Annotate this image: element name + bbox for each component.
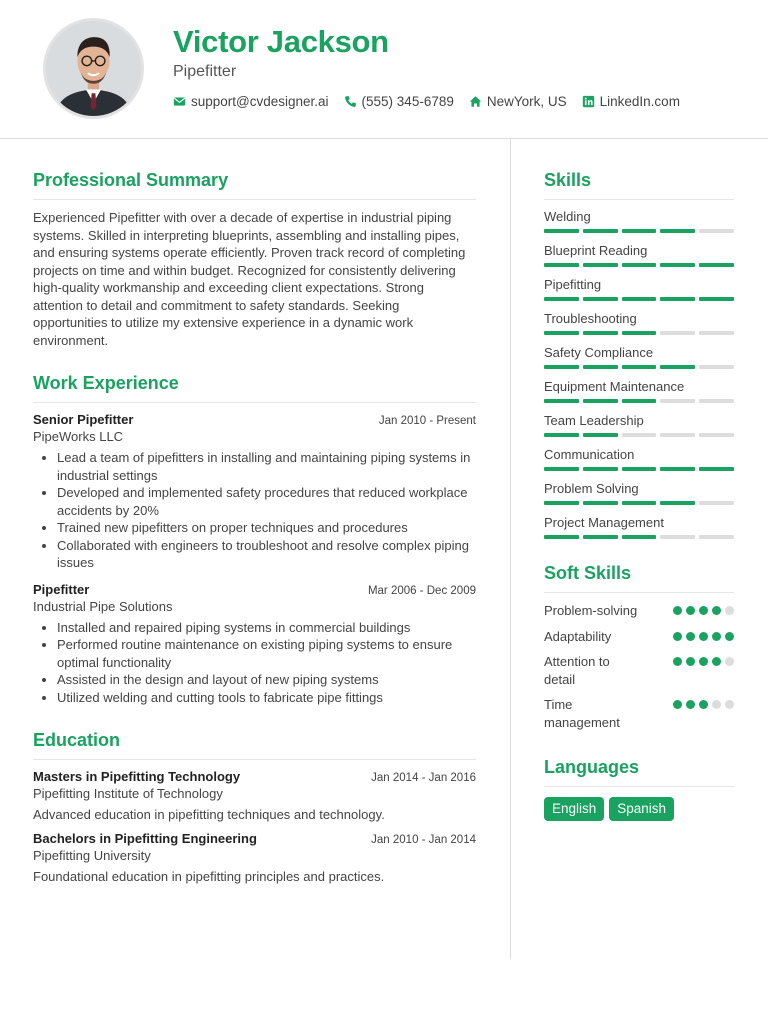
language-tag: Spanish bbox=[609, 797, 674, 821]
skill-level-segment bbox=[622, 229, 657, 233]
skills-list bbox=[544, 209, 734, 539]
contact-list bbox=[173, 94, 680, 109]
skill-level-segment bbox=[622, 399, 657, 403]
rating-dot bbox=[686, 657, 695, 666]
rating-dot bbox=[699, 700, 708, 709]
skill-level-segment bbox=[544, 501, 579, 505]
resume-header bbox=[0, 0, 768, 139]
rating-dot bbox=[699, 606, 708, 615]
rating-dot bbox=[712, 657, 721, 666]
skill-level-bar bbox=[544, 535, 734, 539]
envelope-icon bbox=[173, 95, 186, 108]
contact-phone-text: (555) 345-6789 bbox=[361, 94, 454, 109]
skill-name: Troubleshooting bbox=[544, 311, 637, 326]
skill-level-segment bbox=[699, 263, 734, 267]
skill-item bbox=[544, 413, 734, 437]
contact-location bbox=[469, 94, 567, 109]
rating-dot bbox=[686, 632, 695, 641]
skill-item bbox=[544, 379, 734, 403]
skill-level-segment bbox=[699, 331, 734, 335]
skill-name: Equipment Maintenance bbox=[544, 379, 685, 394]
education-description: Foundational education in pipefitting principles and practices. bbox=[33, 869, 385, 884]
skill-level-bar bbox=[544, 331, 734, 335]
job-bullet: Performed routine maintenance on existing piping systems to ensure optimal functionality bbox=[57, 636, 476, 671]
job-bullet: Developed and implemented safety procedures that reduced workplace accidents by 20% bbox=[57, 484, 476, 519]
job-bullet: Installed and repaired piping systems in commercial buildings bbox=[57, 619, 476, 637]
skill-level-segment bbox=[660, 229, 695, 233]
skill-level-segment bbox=[583, 535, 618, 539]
skill-level-segment bbox=[544, 365, 579, 369]
skill-level-bar bbox=[544, 433, 734, 437]
skill-level-bar bbox=[544, 467, 734, 471]
soft-skill-item bbox=[544, 653, 734, 688]
skill-name: Project Management bbox=[544, 515, 664, 530]
skill-item bbox=[544, 209, 734, 233]
rating-dot bbox=[712, 606, 721, 615]
summary-heading: Professional Summary bbox=[33, 170, 476, 200]
skill-level-segment bbox=[622, 501, 657, 505]
education-heading: Education bbox=[33, 730, 476, 760]
skill-level-segment bbox=[699, 501, 734, 505]
soft-skill-name: Time management bbox=[544, 697, 620, 730]
avatar-portrait-icon bbox=[46, 21, 141, 116]
languages-heading: Languages bbox=[544, 757, 734, 787]
soft-skill-name: Problem-solving bbox=[544, 603, 638, 618]
rating-dot bbox=[725, 700, 734, 709]
rating-dot bbox=[712, 632, 721, 641]
job-entry bbox=[33, 412, 476, 572]
skill-level-bar bbox=[544, 229, 734, 233]
skill-level-segment bbox=[583, 433, 618, 437]
skill-level-segment bbox=[660, 501, 695, 505]
skill-item bbox=[544, 311, 734, 335]
soft-skill-item bbox=[544, 602, 734, 620]
rating-dot bbox=[686, 700, 695, 709]
job-bullets bbox=[33, 619, 476, 707]
skill-level-segment bbox=[699, 467, 734, 471]
home-icon bbox=[469, 95, 482, 108]
skill-level-segment bbox=[660, 535, 695, 539]
soft-skill-name: Attention to detail bbox=[544, 654, 610, 687]
profile-photo bbox=[43, 18, 144, 119]
job-date: Jan 2010 - Present bbox=[378, 415, 476, 427]
skill-level-bar bbox=[544, 263, 734, 267]
skill-level-segment bbox=[660, 467, 695, 471]
soft-skill-rating bbox=[673, 696, 734, 709]
rating-dot bbox=[673, 632, 682, 641]
job-bullet: Assisted in the design and layout of new piping systems bbox=[57, 671, 476, 689]
skill-level-segment bbox=[622, 467, 657, 471]
skill-level-segment bbox=[583, 467, 618, 471]
education-degree: Masters in Pipefitting Technology bbox=[33, 769, 241, 784]
skill-level-segment bbox=[699, 433, 734, 437]
contact-email[interactable] bbox=[173, 94, 329, 109]
skill-level-segment bbox=[583, 331, 618, 335]
skills-heading: Skills bbox=[544, 170, 734, 200]
skill-item bbox=[544, 515, 734, 539]
skill-name: Pipefitting bbox=[544, 277, 602, 292]
job-bullet: Collaborated with engineers to troubleshoot and resolve complex piping issues bbox=[57, 537, 476, 572]
phone-icon bbox=[344, 95, 357, 108]
rating-dot bbox=[673, 657, 682, 666]
soft-skill-rating bbox=[673, 628, 734, 641]
skill-item bbox=[544, 277, 734, 301]
education-school: Pipefitting University bbox=[33, 848, 151, 863]
skill-level-segment bbox=[660, 297, 695, 301]
contact-email-text: support@cvdesigner.ai bbox=[191, 94, 329, 109]
skill-level-segment bbox=[583, 229, 618, 233]
rating-dot bbox=[699, 657, 708, 666]
skill-level-segment bbox=[583, 365, 618, 369]
skill-level-segment bbox=[660, 399, 695, 403]
skill-level-segment bbox=[622, 331, 657, 335]
skill-level-segment bbox=[660, 365, 695, 369]
job-bullets bbox=[33, 449, 476, 572]
skill-level-segment bbox=[583, 501, 618, 505]
job-company: Industrial Pipe Solutions bbox=[33, 598, 173, 614]
skill-level-segment bbox=[544, 399, 579, 403]
contact-linkedin[interactable] bbox=[582, 94, 680, 109]
job-role: Senior Pipefitter bbox=[33, 412, 134, 427]
skill-item bbox=[544, 345, 734, 369]
skill-item bbox=[544, 243, 734, 267]
column-divider bbox=[510, 139, 511, 959]
job-company: PipeWorks LLC bbox=[33, 429, 124, 444]
education-school: Pipefitting Institute of Technology bbox=[33, 786, 223, 801]
skill-name: Problem Solving bbox=[544, 481, 639, 496]
skill-level-segment bbox=[660, 263, 695, 267]
skill-level-segment bbox=[622, 263, 657, 267]
skill-level-bar bbox=[544, 297, 734, 301]
summary-text: Experienced Pipefitter with over a decade of expertise in industrial piping systems. Skilled in interpreting blueprints, assembling and installing pipes, and ensuring systems operate efficiently. Proven track record of completing projects on time and within budget. Recognized for consistently delivering high-quality workmanship and exceeding client expectations. Strong attention to detail and commitment to safety standards. Seeking opportunities to utilize my extensive experience in a dynamic work environment. bbox=[33, 210, 466, 348]
job-bullet: Trained new pipefitters on proper techniques and procedures bbox=[57, 519, 476, 537]
skill-name: Safety Compliance bbox=[544, 345, 654, 360]
languages-list bbox=[544, 797, 734, 821]
skill-level-segment bbox=[544, 263, 579, 267]
candidate-name: Victor Jackson bbox=[173, 24, 389, 59]
skill-level-segment bbox=[583, 297, 618, 301]
education-date: Jan 2014 - Jan 2016 bbox=[371, 772, 476, 784]
soft-skill-item bbox=[544, 628, 734, 646]
education-degree: Bachelors in Pipefitting Engineering bbox=[33, 831, 257, 846]
soft-skill-rating bbox=[673, 602, 734, 615]
experience-heading: Work Experience bbox=[33, 373, 476, 403]
rating-dot bbox=[725, 606, 734, 615]
skill-name: Communication bbox=[544, 447, 635, 462]
skill-level-segment bbox=[699, 297, 734, 301]
skill-level-segment bbox=[583, 399, 618, 403]
job-date: Mar 2006 - Dec 2009 bbox=[367, 584, 476, 597]
soft-skills-heading: Soft Skills bbox=[544, 563, 734, 593]
contact-phone[interactable] bbox=[344, 94, 454, 109]
skill-level-segment bbox=[622, 535, 657, 539]
rating-dot bbox=[725, 632, 734, 641]
linkedin-icon bbox=[582, 95, 595, 108]
main-column bbox=[33, 170, 476, 893]
skill-level-segment bbox=[699, 365, 734, 369]
skill-item bbox=[544, 481, 734, 505]
sidebar-column bbox=[544, 170, 734, 821]
soft-skill-item bbox=[544, 696, 734, 731]
skill-level-segment bbox=[622, 365, 657, 369]
job-bullet: Lead a team of pipefitters in installing and maintaining piping systems in industrial settings bbox=[57, 449, 476, 484]
skill-level-segment bbox=[544, 331, 579, 335]
skill-level-segment bbox=[544, 229, 579, 233]
skill-name: Welding bbox=[544, 209, 591, 224]
soft-skill-rating bbox=[673, 653, 734, 666]
job-role: Pipefitter bbox=[33, 581, 90, 597]
skill-name: Team Leadership bbox=[544, 413, 644, 428]
soft-skills-list bbox=[544, 602, 734, 731]
job-entry bbox=[33, 582, 476, 707]
skill-level-bar bbox=[544, 399, 734, 403]
education-entry bbox=[33, 831, 476, 884]
candidate-title: Pipefitter bbox=[173, 63, 237, 80]
skill-level-bar bbox=[544, 501, 734, 505]
soft-skill-name: Adaptability bbox=[544, 628, 612, 644]
skill-level-segment bbox=[660, 331, 695, 335]
education-entry bbox=[33, 769, 476, 822]
skill-level-segment bbox=[583, 263, 618, 267]
rating-dot bbox=[673, 606, 682, 615]
skill-name: Blueprint Reading bbox=[544, 243, 648, 258]
rating-dot bbox=[725, 657, 734, 666]
skill-item bbox=[544, 447, 734, 471]
job-bullet: Utilized welding and cutting tools to fabricate pipe fittings bbox=[57, 689, 476, 707]
skill-level-segment bbox=[699, 399, 734, 403]
skill-level-segment bbox=[660, 433, 695, 437]
skill-level-segment bbox=[544, 297, 579, 301]
rating-dot bbox=[699, 632, 708, 641]
rating-dot bbox=[686, 606, 695, 615]
skill-level-segment bbox=[699, 535, 734, 539]
education-description: Advanced education in pipefitting techniques and technology. bbox=[33, 807, 385, 822]
language-tag: English bbox=[544, 797, 604, 821]
skill-level-segment bbox=[544, 467, 579, 471]
rating-dot bbox=[712, 700, 721, 709]
skill-level-segment bbox=[544, 433, 579, 437]
contact-location-text: NewYork, US bbox=[486, 94, 567, 109]
skill-level-segment bbox=[622, 297, 657, 301]
rating-dot bbox=[673, 700, 682, 709]
skill-level-segment bbox=[622, 433, 657, 437]
skill-level-segment bbox=[544, 535, 579, 539]
skill-level-segment bbox=[699, 229, 734, 233]
education-date: Jan 2010 - Jan 2014 bbox=[371, 834, 476, 846]
skill-level-bar bbox=[544, 365, 734, 369]
contact-linkedin-text: LinkedIn.com bbox=[599, 94, 680, 109]
